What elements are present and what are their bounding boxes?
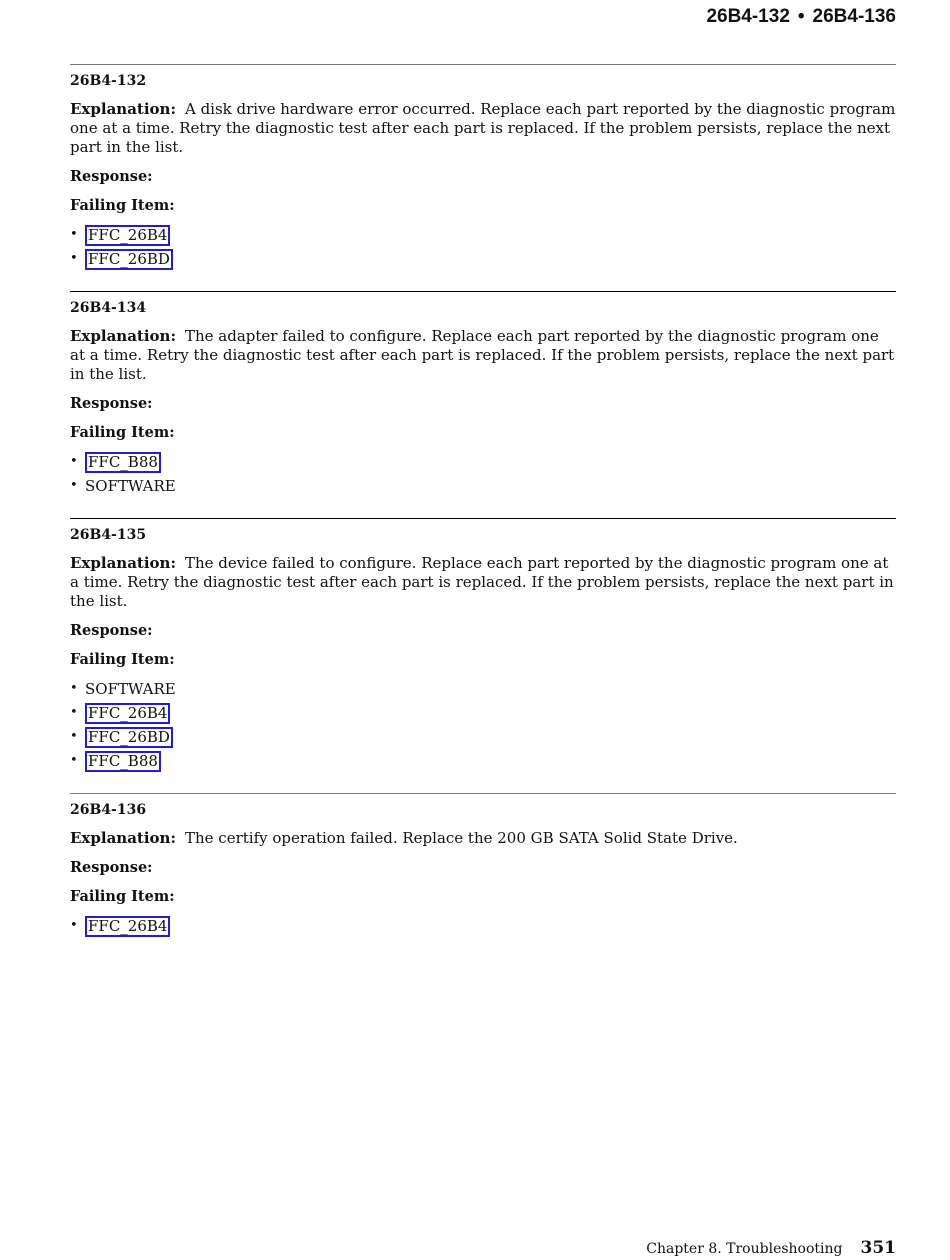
explanation-text: The adapter failed to configure. Replace each part reported by the diagnostic program one at a time. Retry the diagnostic test after each part is replaced. If the problem persists, replace the next part in the list. <box>70 327 895 383</box>
running-head-first-code: 26B4-132 <box>706 6 790 27</box>
running-head-separator: • <box>797 6 805 27</box>
fru-link[interactable]: FFC_B88 <box>85 751 161 772</box>
response-label: Response: <box>70 622 153 639</box>
running-head-last-code: 26B4-136 <box>812 6 896 27</box>
message-code: 26B4-132 <box>70 73 147 89</box>
message-entry <box>70 518 896 771</box>
explanation-label: Explanation: <box>70 829 176 847</box>
running-head <box>706 6 896 28</box>
message-entry <box>70 793 896 936</box>
message-code: 26B4-134 <box>70 300 147 316</box>
failing-item <box>70 727 896 747</box>
failing-item-label: Failing Item: <box>70 197 175 214</box>
explanation <box>70 327 896 384</box>
failing-item <box>70 476 896 496</box>
explanation-label: Explanation: <box>70 327 176 345</box>
explanation-text: The device failed to configure. Replace each part reported by the diagnostic program one at a time. Retry the diagnostic test after each part is replaced. If the problem persists, replace the next part in the list. <box>70 554 894 610</box>
message-code: 26B4-136 <box>70 802 147 818</box>
bullet-icon: • <box>70 681 78 696</box>
failing-item-list <box>70 452 896 496</box>
bullet-icon: • <box>70 454 78 469</box>
explanation-label: Explanation: <box>70 100 176 118</box>
bullet-icon: • <box>70 918 78 933</box>
response-label: Response: <box>70 395 153 412</box>
fru-link[interactable]: FFC_B88 <box>85 452 161 473</box>
response-label: Response: <box>70 859 153 876</box>
page-footer <box>646 1238 896 1258</box>
failing-item-label: Failing Item: <box>70 888 175 905</box>
message-entry <box>70 64 896 269</box>
software-item: SOFTWARE <box>85 477 176 495</box>
page-number: 351 <box>860 1238 896 1258</box>
explanation-label: Explanation: <box>70 554 176 572</box>
failing-item <box>70 249 896 269</box>
message-list <box>70 64 896 958</box>
software-item: SOFTWARE <box>85 680 176 698</box>
fru-link[interactable]: FFC_26B4 <box>85 916 170 937</box>
failing-item-list <box>70 679 896 771</box>
failing-item <box>70 679 896 699</box>
failing-item <box>70 751 896 771</box>
bullet-icon: • <box>70 729 78 744</box>
bullet-icon: • <box>70 753 78 768</box>
failing-item <box>70 225 896 245</box>
failing-item-label: Failing Item: <box>70 424 175 441</box>
failing-item-label: Failing Item: <box>70 651 175 668</box>
response-label: Response: <box>70 168 153 185</box>
message-entry <box>70 291 896 496</box>
explanation <box>70 554 896 611</box>
explanation <box>70 100 896 157</box>
fru-link[interactable]: FFC_26B4 <box>85 703 170 724</box>
fru-link[interactable]: FFC_26BD <box>85 727 173 748</box>
failing-item-list <box>70 916 896 936</box>
explanation-text: The certify operation failed. Replace the 200 GB SATA Solid State Drive. <box>184 829 738 847</box>
bullet-icon: • <box>70 705 78 720</box>
explanation-text: A disk drive hardware error occurred. Replace each part reported by the diagnostic program one at a time. Retry the diagnostic test after each part is replaced. If the problem persists, replace the next part in the list. <box>70 100 896 156</box>
chapter-title: Chapter 8. Troubleshooting <box>646 1241 843 1257</box>
failing-item <box>70 703 896 723</box>
message-code: 26B4-135 <box>70 527 147 543</box>
failing-item-list <box>70 225 896 269</box>
bullet-icon: • <box>70 478 78 493</box>
bullet-icon: • <box>70 227 78 242</box>
explanation <box>70 829 896 848</box>
failing-item <box>70 916 896 936</box>
bullet-icon: • <box>70 251 78 266</box>
fru-link[interactable]: FFC_26B4 <box>85 225 170 246</box>
failing-item <box>70 452 896 472</box>
fru-link[interactable]: FFC_26BD <box>85 249 173 270</box>
